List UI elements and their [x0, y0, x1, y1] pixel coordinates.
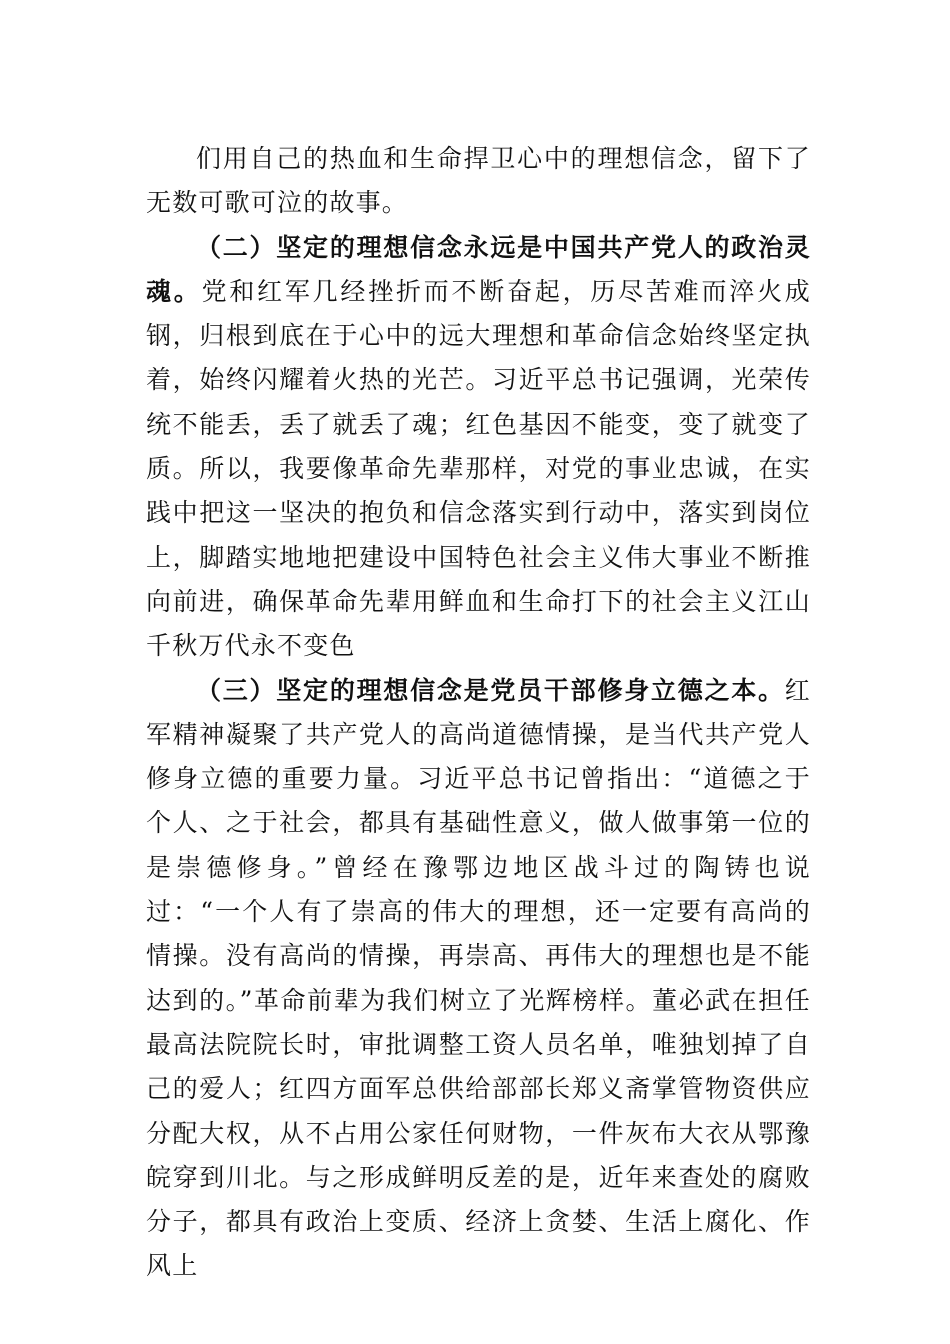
section-2-heading: （二）坚定的理想信念永远是中国共产党人的政治灵魂。: [146, 232, 811, 306]
section-3-paragraph: [146, 669, 811, 1289]
section-3-body: 红军精神凝聚了共产党人的高尚道德情操，是当代共产党人修身立德的重要力量。习近平总书记曾指出：“道德之于个人、之于社会，都具有基础性意义，做人做事第一位的是崇德修身。”曾经在豫鄂边地区战斗过的陶铸也说过：“一个人有了崇高的伟大的理想，还一定要有高尚的情操。没有高尚的情操，再崇高、再伟大的理想也是不能达到的。”革命前辈为我们树立了光辉榜样。董必武在担任最高法院院长时，审批调整工资人员名单，唯独划掉了自己的爱人；红四方面军总供给部部长郑义斋掌管物资供应分配大权，从不占用公家任何财物，一件灰布大衣从鄂豫皖穿到川北。与之形成鲜明反差的是，近年来查处的腐败分子，都具有政治上变质、经济上贪婪、生活上腐化、作风上: [146, 675, 811, 1281]
section-2-paragraph: [146, 226, 811, 669]
paragraph-continuation: [146, 137, 811, 226]
section-3-heading: （三）坚定的理想信念是党员干部修身立德之本。: [196, 675, 785, 705]
section-2-body: 党和红军几经挫折而不断奋起，历尽苦难而淬火成钢，归根到底在于心中的远大理想和革命信念始终坚定执着，始终闪耀着火热的光芒。习近平总书记强调，光荣传统不能丢，丢了就丢了魂；红色基因不能变，变了就变了质。所以，我要像革命先辈那样，对党的事业忠诚，在实践中把这一坚决的抱负和信念落实到行动中，落实到岗位上，脚踏实地地把建设中国特色社会主义伟大事业不断推向前进，确保革命先辈用鲜血和生命打下的社会主义江山千秋万代永不变色: [146, 276, 812, 661]
document-body: [146, 137, 811, 1289]
paragraph-text: 们用自己的热血和生命捍卫心中的理想信念，留下了无数可歌可泣的故事。: [146, 144, 811, 218]
